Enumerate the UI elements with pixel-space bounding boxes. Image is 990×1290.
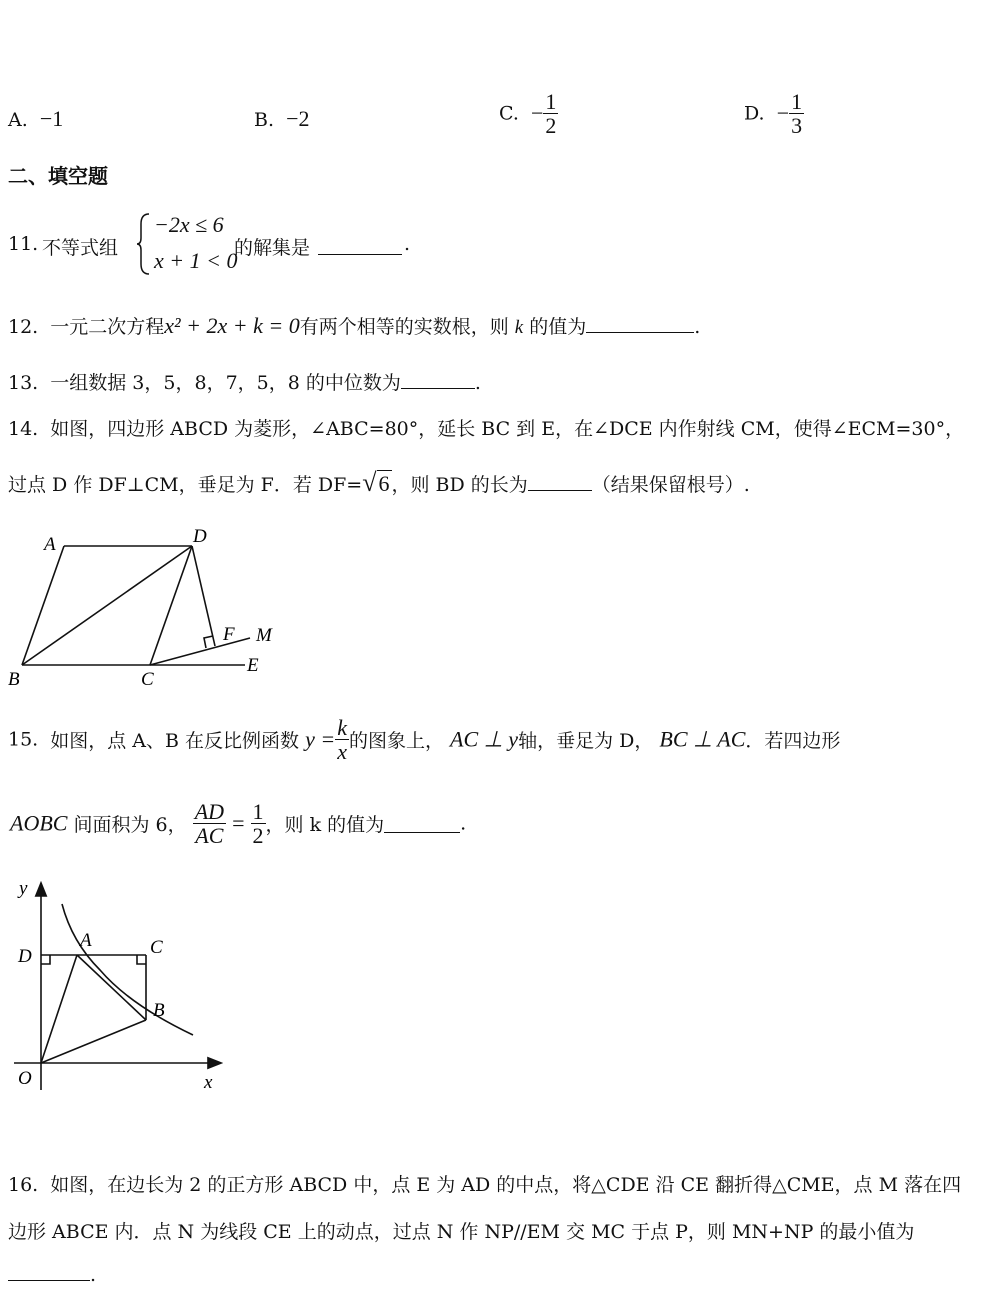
option-d-numerator: 1 — [791, 89, 803, 114]
q15-area-text: 间面积为 6， — [73, 814, 187, 837]
label-y: y — [19, 878, 28, 899]
sqrt-sign: √ — [362, 468, 377, 497]
right-angle-mark-d — [41, 955, 50, 964]
q16-number: 16. — [8, 1174, 39, 1196]
q15-perp-1: AC ⊥ y — [450, 726, 519, 752]
q15-number: 15. — [8, 728, 39, 751]
q16-text-2: 边形 ABCE 内．点 N 为线段 CE 上的动点，过点 N 作 NP//EM 交 MC 于点 P，则 MN+NP 的最小值为 — [8, 1221, 915, 1243]
q16-end: . — [90, 1264, 97, 1286]
option-a-label: A. — [8, 109, 28, 131]
q14-number: 14. — [8, 418, 39, 440]
q12-equation: x² + 2x + k = 0 — [164, 313, 300, 338]
question-13 — [8, 368, 481, 395]
q15-prefix: 如图，点 A、B 在反比例函数 — [50, 730, 300, 753]
question-14-line-1 — [8, 414, 964, 441]
q15-ratio-denominator: AC — [195, 823, 224, 849]
label-f: F — [223, 624, 235, 645]
segment-bd — [22, 546, 192, 665]
q14-sqrt-value: 6 — [378, 471, 390, 496]
q12-prefix: 一元二次方程 — [50, 316, 165, 338]
question-15-line-2 — [10, 800, 466, 847]
q14-text-2a: 过点 D 作 DF⊥CM，垂足为 F．若 DF= — [8, 474, 363, 496]
label-a: A — [80, 930, 92, 951]
option-c-numerator: 1 — [545, 89, 557, 114]
q16-text-1: 如图，在边长为 2 的正方形 ABCD 中，点 E 为 AD 的中点，将△CDE 沿 CE 翻折得△CME，点 M 落在四 — [50, 1174, 962, 1196]
q14-answer-blank — [528, 472, 592, 491]
option-c-fraction — [543, 90, 558, 137]
label-c: C — [141, 669, 154, 690]
figure-hyperbola — [0, 870, 240, 1100]
q11-answer-blank — [318, 236, 402, 255]
q14-text-2b: ，则 BD 的长为 — [391, 474, 528, 496]
right-angle-mark-c — [137, 955, 146, 964]
label-o: O — [18, 1068, 32, 1089]
option-d-fraction — [789, 90, 804, 137]
segment-cd — [150, 546, 192, 665]
question-16-line-1 — [8, 1170, 961, 1197]
q15-half — [251, 800, 266, 847]
section-title: 二、填空题 — [8, 164, 108, 188]
q15-end: . — [460, 812, 467, 835]
label-x: x — [204, 1072, 213, 1093]
q15-half-denominator: 2 — [252, 823, 264, 849]
q12-answer-blank — [586, 314, 694, 333]
q12-number: 12. — [8, 316, 39, 338]
q15-half-numerator: 1 — [252, 799, 264, 824]
label-c: C — [150, 937, 163, 958]
option-c-sign: − — [531, 100, 544, 126]
q11-end: . — [404, 233, 411, 255]
q11-prefix: 不等式组 — [42, 237, 119, 259]
q12-variable: k — [514, 317, 524, 338]
q11-suffix: 的解集是 — [234, 237, 311, 259]
option-c — [499, 90, 558, 137]
question-15-line-1 — [8, 716, 840, 763]
q15-ratio-numerator: AD — [194, 799, 225, 824]
question-12 — [8, 312, 700, 339]
q11-inequality-2: x + 1 < 0 — [154, 248, 238, 273]
label-d: D — [18, 946, 32, 967]
option-d-label: D. — [744, 102, 765, 125]
q13-text: 一组数据 3，5，8，7，5，8 的中位数为 — [50, 372, 401, 394]
q11-number: 11. — [8, 233, 39, 255]
q15-equals: = — [232, 810, 245, 836]
q15-suffix: ．若四边形 — [745, 730, 841, 753]
segment-ab — [77, 955, 146, 1020]
q15-func-lhs: y = — [305, 726, 336, 752]
option-c-denominator: 2 — [545, 113, 557, 139]
label-b: B — [8, 669, 20, 690]
label-m: M — [256, 625, 272, 646]
option-a — [8, 106, 63, 132]
label-e: E — [247, 655, 259, 676]
option-b-label: B. — [254, 109, 275, 131]
q11-inequality-1: −2x ≤ 6 — [154, 212, 224, 237]
hyperbola-curve — [62, 904, 193, 1035]
q13-answer-blank — [401, 370, 475, 389]
label-d: D — [193, 526, 207, 547]
q15-tail: ，则 k 的值为 — [265, 814, 385, 837]
q11-brace — [136, 212, 152, 276]
q15-perp-2: BC ⊥ AC — [659, 726, 746, 752]
option-a-value: −1 — [39, 106, 64, 131]
q12-end: . — [694, 316, 701, 338]
q15-func-fraction — [335, 716, 349, 763]
question-16-line-2 — [8, 1217, 914, 1244]
label-a: A — [44, 534, 56, 555]
option-b — [254, 106, 310, 132]
option-b-value: −2 — [286, 106, 310, 131]
segment-ob — [41, 1020, 146, 1063]
q13-number: 13. — [8, 372, 39, 394]
figure-rhombus — [0, 525, 300, 695]
q15-middle-2: 轴，垂足为 D， — [518, 730, 654, 753]
option-c-label: C. — [499, 102, 519, 125]
question-16-line-3 — [8, 1262, 96, 1286]
q15-answer-blank — [384, 814, 460, 833]
q13-end: . — [474, 372, 481, 394]
question-14-line-2 — [8, 468, 750, 498]
q15-ratio — [193, 800, 226, 847]
segment-df — [192, 546, 215, 646]
q15-quad-name: AOBC — [10, 810, 68, 836]
q14-text-1: 如图，四边形 ABCD 为菱形，∠ABC=80°，延长 BC 到 E，在∠DCE 内作射线 CM，使得∠ECM=30°， — [50, 418, 965, 440]
q16-answer-blank — [8, 1262, 90, 1281]
label-b: B — [153, 1000, 165, 1021]
ray-cm — [150, 638, 250, 665]
right-angle-mark-f — [204, 636, 213, 648]
option-d-sign: − — [776, 100, 790, 126]
segment-ad-bc-left — [22, 546, 64, 665]
q14-text-2c: （结果保留根号）. — [591, 474, 750, 496]
q12-middle: 有两个相等的实数根，则 — [299, 316, 509, 338]
q15-middle: 的图象上， — [348, 730, 444, 753]
q15-func-denominator: x — [337, 739, 347, 765]
option-d — [744, 90, 804, 137]
segment-oa — [41, 955, 77, 1063]
option-d-denominator: 3 — [791, 113, 803, 139]
q12-suffix: 的值为 — [529, 316, 587, 338]
q15-func-numerator: k — [337, 715, 347, 740]
